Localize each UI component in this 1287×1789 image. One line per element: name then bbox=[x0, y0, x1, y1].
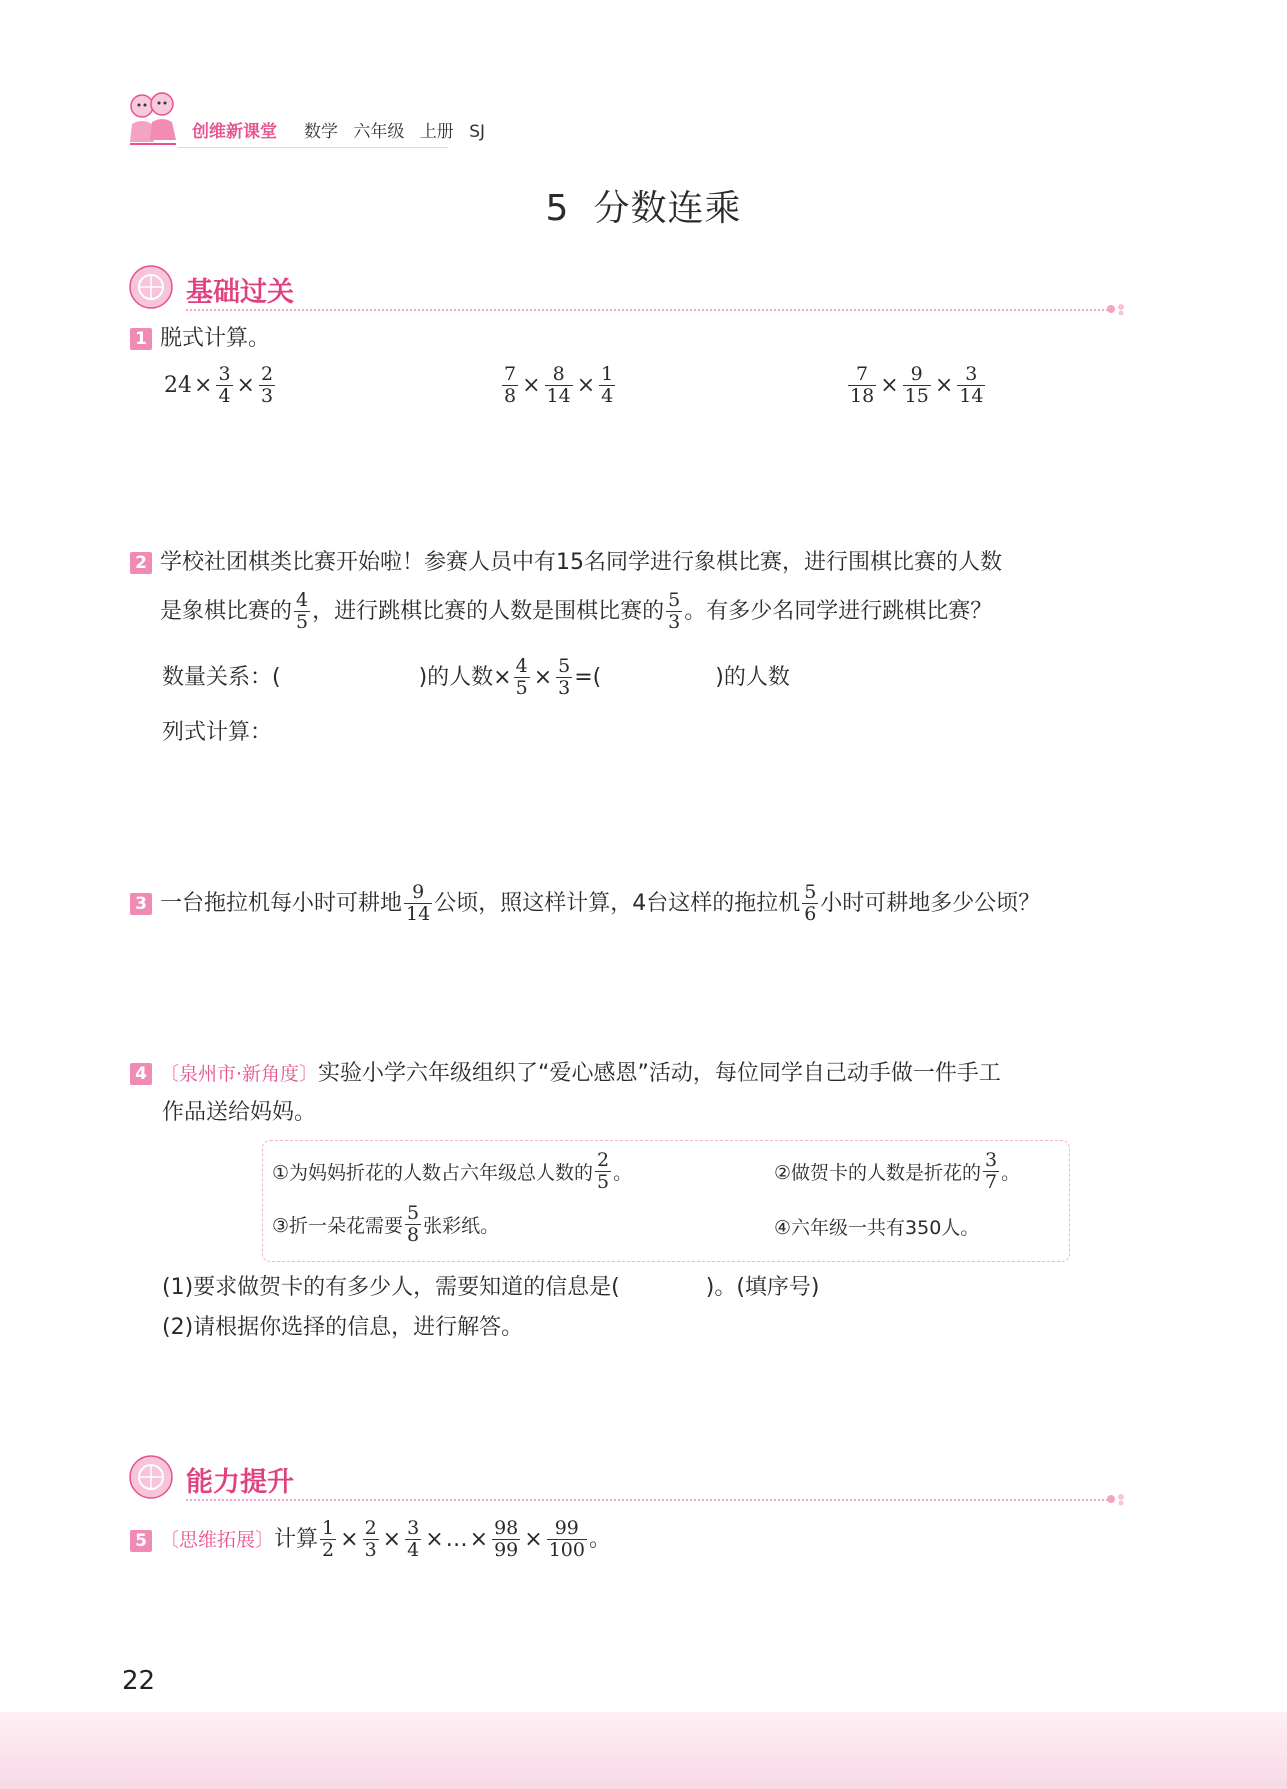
fraction: $\frac{3}{7}$ bbox=[985, 1149, 998, 1193]
q1-expr-c: $\frac{7}{18}$ × $\frac{9}{15}$ × $\frac{3}{14}$ bbox=[850, 363, 984, 407]
decor-dots-icon bbox=[1106, 302, 1128, 316]
q5-text: 〔思维拓展〕 计算 $\frac{1}{2}$ × $\frac{2}{3}$ × $\frac{3}{4}$ × … × $\frac{98}{99}$ × $\frac{99}{100}$ 。 bbox=[160, 1517, 611, 1561]
q4-sub1: (1)要求做贺卡的有多少人，需要知道的信息是( )。(填序号) bbox=[162, 1273, 820, 1303]
q1-expr-a: 24 × $\frac{3}{4}$ × $\frac{2}{3}$ bbox=[164, 363, 274, 407]
fraction: $\frac{9}{14}$ bbox=[406, 881, 431, 925]
fraction: $\frac{2}{3}$ bbox=[260, 363, 274, 407]
fraction: $\frac{5}{3}$ bbox=[668, 589, 681, 633]
section-title: 能力提升 bbox=[186, 1467, 294, 1498]
section-rule bbox=[186, 1499, 1108, 1501]
source-tag: 〔思维拓展〕 bbox=[160, 1528, 275, 1551]
fraction: $\frac{3}{14}$ bbox=[959, 363, 984, 407]
q1-expr-b: $\frac{7}{8}$ × $\frac{8}{14}$ × $\frac{1}{4}$ bbox=[504, 363, 614, 407]
grade: 六年级 bbox=[353, 122, 405, 142]
section-title: 基础过关 bbox=[186, 277, 294, 308]
volume: 上册 bbox=[419, 122, 454, 142]
globe-badge-icon bbox=[128, 1454, 174, 1500]
fraction: $\frac{3}{4}$ bbox=[218, 363, 231, 407]
question-number: 5 bbox=[130, 1530, 152, 1552]
kids-logo-icon bbox=[126, 90, 180, 150]
q4-sub2: (2)请根据你选择的信息，进行解答。 bbox=[162, 1315, 524, 1340]
fraction: $\frac{3}{4}$ bbox=[407, 1517, 420, 1561]
info-4: ④六年级一共有350人。 bbox=[774, 1217, 980, 1239]
source-tag: 〔泉州市·新角度〕 bbox=[160, 1063, 319, 1085]
section-basic bbox=[128, 264, 1128, 314]
fraction: $\frac{4}{5}$ bbox=[296, 589, 309, 633]
fraction: $\frac{5}{3}$ bbox=[558, 655, 571, 699]
fraction: $\frac{1}{2}$ bbox=[322, 1517, 335, 1561]
footer-band bbox=[0, 1712, 1287, 1789]
info-1: ①为妈妈折花的人数占六年级总人数的 $\frac{2}{5}$ 。 bbox=[272, 1149, 633, 1193]
q3-text: 一台拖拉机每小时可耕地 $\frac{9}{14}$ 公顷，照这样计算，4台这样的拖拉机 $\frac{5}{6}$ 小时可耕地多少公顷？ bbox=[160, 881, 1041, 925]
fraction: $\frac{8}{14}$ bbox=[546, 363, 571, 407]
question-number: 2 bbox=[130, 552, 152, 574]
fraction: $\frac{9}{15}$ bbox=[904, 363, 929, 407]
fraction: $\frac{2}{5}$ bbox=[597, 1149, 610, 1193]
fraction: $\frac{5}{8}$ bbox=[407, 1202, 420, 1246]
book-info bbox=[304, 117, 495, 142]
lesson-title: 分数连乘 bbox=[593, 188, 742, 229]
section-rule bbox=[186, 309, 1108, 311]
fraction: $\frac{7}{18}$ bbox=[850, 363, 875, 407]
info-2: ②做贺卡的人数是折花的 $\frac{3}{7}$ 。 bbox=[774, 1149, 1021, 1193]
info-3: ③折一朵花需要 $\frac{5}{8}$ 张彩纸。 bbox=[272, 1202, 500, 1246]
lead-number: 24 bbox=[164, 373, 192, 398]
q2-relation: 数量关系：( )的人数× $\frac{4}{5}$ × $\frac{5}{3}$ =( )的人数 bbox=[162, 655, 790, 699]
subject: 数学 bbox=[304, 122, 338, 142]
header-divider bbox=[178, 147, 448, 148]
question-number: 4 bbox=[130, 1063, 152, 1085]
question-number: 1 bbox=[130, 328, 152, 350]
q2-line1: 学校社团棋类比赛开始啦！参赛人员中有15名同学进行象棋比赛，进行围棋比赛的人数 bbox=[160, 550, 1002, 575]
edition: SJ bbox=[469, 122, 486, 142]
lesson-number: 5 bbox=[545, 188, 570, 229]
q2-line2: 是象棋比赛的 $\frac{4}{5}$ ，进行跳棋比赛的人数是围棋比赛的 $\frac{5}{3}$ 。有多少名同学进行跳棋比赛？ bbox=[160, 589, 993, 633]
fraction: $\frac{2}{3}$ bbox=[364, 1517, 377, 1561]
page-number: 22 bbox=[122, 1666, 156, 1696]
section-advanced bbox=[128, 1454, 1128, 1504]
fraction: $\frac{7}{8}$ bbox=[504, 363, 517, 407]
fraction: $\frac{1}{4}$ bbox=[601, 363, 614, 407]
fraction: $\frac{4}{5}$ bbox=[515, 655, 528, 699]
fraction: $\frac{99}{100}$ bbox=[548, 1517, 585, 1561]
fraction: $\frac{98}{99}$ bbox=[494, 1517, 519, 1561]
globe-badge-icon bbox=[128, 264, 174, 310]
q4-line2: 作品送给妈妈。 bbox=[162, 1100, 317, 1125]
question-number: 3 bbox=[130, 893, 152, 915]
q1-prompt: 脱式计算。 bbox=[160, 326, 271, 351]
q4-line1: 〔泉州市·新角度〕实验小学六年级组织了“爱心感恩”活动，每位同学自己动手做一件手工 bbox=[160, 1061, 1001, 1086]
brand-name: 创维新课堂 bbox=[192, 122, 277, 142]
fraction: $\frac{5}{6}$ bbox=[804, 881, 817, 925]
q2-calc-label: 列式计算： bbox=[162, 720, 273, 745]
page-title bbox=[0, 180, 1287, 231]
answer-blank[interactable] bbox=[620, 1273, 706, 1303]
decor-dots-icon bbox=[1106, 1492, 1128, 1506]
